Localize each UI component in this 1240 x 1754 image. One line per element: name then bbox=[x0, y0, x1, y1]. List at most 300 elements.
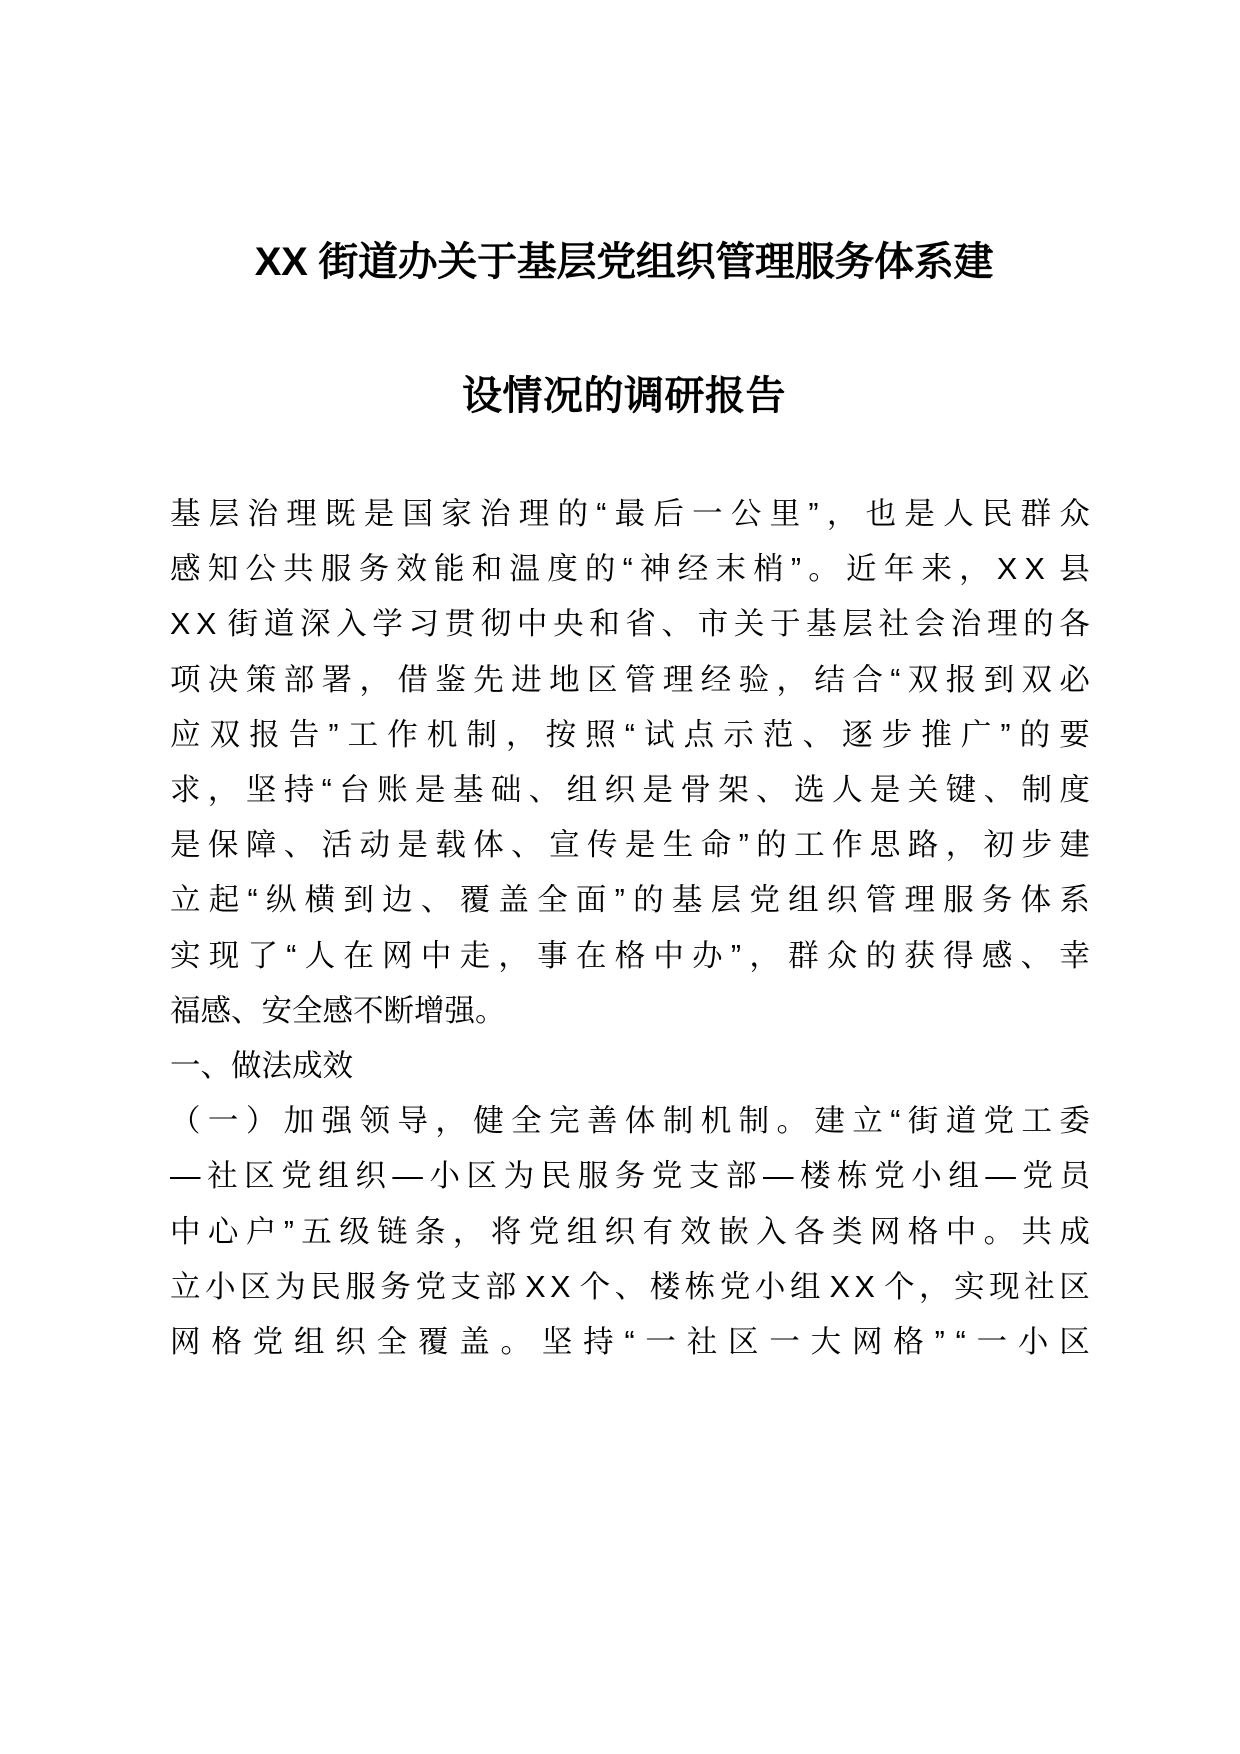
glyph: 强 bbox=[321, 1104, 353, 1139]
glyph: 大 bbox=[810, 1325, 842, 1360]
glyph: 鉴 bbox=[435, 662, 466, 697]
glyph: 起 bbox=[208, 883, 240, 918]
glyph: ” bbox=[328, 717, 339, 752]
glyph: 的 bbox=[1023, 607, 1054, 642]
glyph: 感 bbox=[981, 938, 1013, 973]
glyph: 道 bbox=[263, 607, 295, 642]
glyph: 点 bbox=[683, 717, 715, 752]
glyph: 制 bbox=[738, 1104, 770, 1139]
glyph: 善 bbox=[586, 1104, 618, 1139]
glyph: 的 bbox=[865, 938, 897, 973]
glyph: ） bbox=[245, 1104, 277, 1139]
glyph: 织 bbox=[604, 773, 636, 808]
glyph: 党 bbox=[252, 1325, 284, 1360]
glyph: 工 bbox=[347, 717, 379, 752]
glyph: 地 bbox=[549, 662, 580, 697]
glyph: 网 bbox=[869, 1214, 901, 1249]
page-title bbox=[168, 195, 1080, 463]
glyph: 。 bbox=[776, 1104, 807, 1139]
glyph: 国 bbox=[402, 497, 433, 531]
glyph: 区 bbox=[1059, 1325, 1090, 1360]
text-line bbox=[170, 1260, 1090, 1315]
glyph: 纵 bbox=[265, 883, 297, 918]
glyph: 众 bbox=[1059, 497, 1090, 531]
glyph: 、 bbox=[420, 883, 452, 918]
glyph: 治 bbox=[247, 497, 278, 531]
glyph: 为 bbox=[275, 1269, 306, 1304]
glyph: 的 bbox=[633, 883, 664, 918]
glyph: 办 bbox=[692, 938, 723, 973]
glyph: 坚 bbox=[541, 1325, 573, 1360]
glyph: 盖 bbox=[498, 883, 529, 918]
glyph: 层 bbox=[208, 497, 240, 531]
glyph: ， bbox=[919, 1269, 950, 1304]
glyph: 公 bbox=[245, 552, 276, 587]
glyph: 制 bbox=[466, 717, 497, 752]
glyph: 命 bbox=[700, 828, 732, 863]
glyph: 作 bbox=[831, 828, 863, 863]
glyph: 报 bbox=[249, 717, 280, 752]
glyph: 入 bbox=[336, 607, 367, 642]
glyph: ， bbox=[959, 552, 990, 587]
glyph: 各 bbox=[1059, 607, 1090, 642]
glyph: 求 bbox=[170, 773, 201, 808]
glyph: 网 bbox=[851, 1325, 883, 1360]
glyph: 是 bbox=[363, 497, 395, 531]
glyph: 、 bbox=[661, 607, 693, 642]
glyph: 支 bbox=[688, 1159, 720, 1194]
glyph: 持 bbox=[283, 773, 315, 808]
glyph: 宣 bbox=[549, 828, 580, 863]
glyph: ， bbox=[359, 662, 391, 697]
paragraph-intro bbox=[170, 487, 1090, 1039]
glyph: 成 bbox=[1059, 1214, 1090, 1249]
glyph: 年 bbox=[883, 552, 915, 587]
glyph: 共 bbox=[283, 552, 314, 587]
glyph: 、 bbox=[756, 773, 787, 808]
glyph: ” bbox=[808, 497, 819, 531]
glyph: 民 bbox=[310, 1269, 341, 1304]
glyph: 楼 bbox=[800, 1159, 831, 1194]
glyph: 建 bbox=[1059, 828, 1090, 863]
glyph: 基 bbox=[170, 497, 201, 531]
glyph: 验 bbox=[738, 662, 770, 697]
glyph: 公 bbox=[730, 497, 762, 531]
glyph: 户 bbox=[245, 1214, 277, 1249]
glyph: 传 bbox=[586, 828, 618, 863]
glyph: ” bbox=[614, 883, 625, 918]
glyph: 工 bbox=[1021, 1104, 1053, 1139]
glyph: 街 bbox=[907, 1104, 939, 1139]
glyph: 加 bbox=[283, 1104, 315, 1139]
glyph: 织 bbox=[604, 1214, 636, 1249]
glyph: 党 bbox=[528, 1214, 560, 1249]
glyph: 基 bbox=[452, 773, 484, 808]
glyph: 民 bbox=[981, 497, 1013, 531]
glyph: 心 bbox=[207, 1214, 239, 1249]
section-heading-text: 一、做法成效 bbox=[170, 1049, 353, 1084]
glyph: — bbox=[170, 1159, 201, 1194]
glyph: 务 bbox=[358, 552, 390, 587]
glyph: 效 bbox=[680, 1214, 711, 1249]
glyph: 栋 bbox=[837, 1159, 868, 1194]
glyph: 一 bbox=[645, 1325, 676, 1360]
glyph: 社 bbox=[1024, 1269, 1055, 1304]
glyph: 温 bbox=[509, 552, 540, 587]
glyph: 、 bbox=[983, 773, 1015, 808]
glyph: 的 bbox=[1019, 717, 1051, 752]
glyph: 是 bbox=[869, 773, 901, 808]
glyph: 市 bbox=[697, 607, 729, 642]
glyph: 、 bbox=[614, 1269, 646, 1304]
glyph: 五 bbox=[301, 1214, 332, 1249]
glyph: 是 bbox=[624, 828, 656, 863]
glyph: “ bbox=[286, 938, 297, 973]
glyph: 是 bbox=[170, 828, 201, 863]
glyph: 部 bbox=[283, 662, 315, 697]
glyph: ， bbox=[749, 938, 780, 973]
glyph: 理 bbox=[286, 497, 317, 531]
glyph: 入 bbox=[756, 1214, 787, 1249]
glyph: 路 bbox=[907, 828, 939, 863]
text-line bbox=[170, 1149, 1090, 1204]
glyph: 。 bbox=[808, 552, 839, 587]
glyph: 格 bbox=[907, 1214, 939, 1249]
glyph: ” bbox=[934, 1325, 945, 1360]
glyph: 推 bbox=[921, 717, 952, 752]
glyph: X bbox=[1024, 552, 1045, 587]
glyph: 群 bbox=[788, 938, 819, 973]
glyph: 一 bbox=[976, 1325, 1008, 1360]
glyph: ， bbox=[945, 828, 977, 863]
glyph: 里 bbox=[769, 497, 801, 531]
glyph: 覆 bbox=[459, 883, 491, 918]
glyph: 幸 bbox=[1059, 938, 1090, 973]
glyph: 区 bbox=[466, 1159, 497, 1194]
glyph: 关 bbox=[733, 607, 765, 642]
text-line bbox=[170, 597, 1090, 652]
text-line bbox=[170, 1205, 1090, 1260]
glyph: 个 bbox=[883, 1269, 915, 1304]
glyph: 组 bbox=[948, 1159, 979, 1194]
glyph: X bbox=[170, 607, 191, 642]
glyph: 在 bbox=[343, 938, 374, 973]
glyph: 众 bbox=[826, 938, 858, 973]
text-line bbox=[170, 929, 1090, 984]
glyph: 理 bbox=[986, 607, 1018, 642]
glyph: X bbox=[550, 1269, 571, 1304]
glyph: 神 bbox=[640, 552, 671, 587]
glyph: 经 bbox=[700, 662, 732, 697]
glyph: 有 bbox=[642, 1214, 673, 1249]
glyph: 障 bbox=[245, 828, 277, 863]
text-line bbox=[170, 763, 1090, 818]
glyph: 全 bbox=[537, 883, 568, 918]
glyph: 理 bbox=[518, 497, 550, 531]
glyph: 了 bbox=[247, 938, 278, 973]
glyph: 格 bbox=[614, 938, 646, 973]
glyph: 项 bbox=[170, 662, 201, 697]
glyph: 层 bbox=[842, 607, 873, 642]
glyph: 格 bbox=[211, 1325, 242, 1360]
glyph: 务 bbox=[380, 1269, 411, 1304]
glyph: 治 bbox=[950, 607, 982, 642]
glyph: 组 bbox=[566, 1214, 598, 1249]
glyph: 基 bbox=[806, 607, 837, 642]
glyph: 级 bbox=[339, 1214, 370, 1249]
glyph: 和 bbox=[589, 607, 620, 642]
glyph: 学 bbox=[372, 607, 403, 642]
glyph: 区 bbox=[586, 662, 618, 697]
glyph: 现 bbox=[208, 938, 240, 973]
glyph: 、 bbox=[283, 828, 315, 863]
glyph: 双 bbox=[1021, 662, 1053, 697]
glyph: 制 bbox=[1021, 773, 1053, 808]
glyph: 能 bbox=[434, 552, 465, 587]
glyph: 治 bbox=[480, 497, 511, 531]
glyph: 既 bbox=[325, 497, 356, 531]
glyph: 近 bbox=[846, 552, 877, 587]
glyph: 小 bbox=[205, 1269, 236, 1304]
glyph: 全 bbox=[376, 1325, 408, 1360]
glyph: 在 bbox=[575, 938, 607, 973]
glyph: 架 bbox=[718, 773, 749, 808]
glyph: 走 bbox=[459, 938, 491, 973]
glyph: 思 bbox=[869, 828, 901, 863]
glyph: 习 bbox=[408, 607, 439, 642]
glyph: 栋 bbox=[684, 1269, 716, 1304]
glyph: 边 bbox=[382, 883, 413, 918]
glyph: 和 bbox=[471, 552, 503, 587]
section-heading-1 bbox=[170, 1039, 1090, 1094]
glyph: 来 bbox=[921, 552, 952, 587]
glyph: 范 bbox=[762, 717, 794, 752]
glyph: 盖 bbox=[459, 1325, 490, 1360]
glyph: 生 bbox=[662, 828, 694, 863]
glyph: 中 bbox=[420, 938, 452, 973]
glyph: 体 bbox=[624, 1104, 656, 1139]
glyph: 基 bbox=[671, 883, 703, 918]
glyph: 楼 bbox=[649, 1269, 681, 1304]
glyph: — bbox=[985, 1159, 1016, 1194]
glyph: 双 bbox=[907, 662, 939, 697]
glyph: 织 bbox=[826, 883, 858, 918]
glyph: 人 bbox=[831, 773, 863, 808]
glyph: 立 bbox=[170, 1269, 201, 1304]
glyph: 区 bbox=[1059, 1269, 1090, 1304]
glyph: （ bbox=[170, 1104, 201, 1139]
glyph: 得 bbox=[943, 938, 974, 973]
glyph: 活 bbox=[321, 828, 353, 863]
glyph: 效 bbox=[396, 552, 427, 587]
glyph: — bbox=[763, 1159, 794, 1194]
glyph: 共 bbox=[1021, 1214, 1053, 1249]
glyph: 一 bbox=[692, 497, 723, 531]
glyph: 中 bbox=[170, 1214, 201, 1249]
glyph: 社 bbox=[878, 607, 909, 642]
glyph: 按 bbox=[545, 717, 577, 752]
glyph: “ bbox=[624, 717, 635, 752]
glyph: 党 bbox=[719, 1269, 751, 1304]
glyph: 选 bbox=[794, 773, 825, 808]
glyph: 作 bbox=[387, 717, 418, 752]
glyph: 步 bbox=[1021, 828, 1053, 863]
glyph: 账 bbox=[377, 773, 408, 808]
glyph: ” bbox=[283, 1214, 294, 1249]
glyph: 要 bbox=[1059, 717, 1090, 752]
glyph: 持 bbox=[583, 1325, 614, 1360]
glyph: ， bbox=[826, 497, 858, 531]
text-line bbox=[170, 818, 1090, 873]
glyph: “ bbox=[622, 552, 633, 587]
glyph: 党 bbox=[749, 883, 780, 918]
glyph: 现 bbox=[989, 1269, 1020, 1304]
glyph: 一 bbox=[769, 1325, 800, 1360]
glyph: 类 bbox=[831, 1214, 863, 1249]
glyph: 中 bbox=[653, 938, 684, 973]
glyph: 保 bbox=[207, 828, 239, 863]
glyph: 动 bbox=[359, 828, 391, 863]
glyph: 后 bbox=[653, 497, 684, 531]
glyph: 是 bbox=[904, 497, 935, 531]
glyph: ， bbox=[452, 1214, 484, 1249]
glyph: 织 bbox=[335, 1325, 366, 1360]
glyph: 坚 bbox=[245, 773, 277, 808]
glyph: 是 bbox=[397, 828, 428, 863]
glyph: 获 bbox=[904, 938, 935, 973]
glyph: ” bbox=[790, 552, 802, 587]
text-line bbox=[170, 1315, 1090, 1370]
glyph: 区 bbox=[728, 1325, 759, 1360]
glyph: 的 bbox=[557, 497, 588, 531]
glyph: 决 bbox=[207, 662, 239, 697]
glyph: 组 bbox=[293, 1325, 325, 1360]
glyph: 完 bbox=[549, 1104, 580, 1139]
glyph: 础 bbox=[490, 773, 522, 808]
glyph: 层 bbox=[710, 883, 742, 918]
glyph: 步 bbox=[881, 717, 913, 752]
glyph: 将 bbox=[490, 1214, 522, 1249]
glyph: 区 bbox=[240, 1269, 271, 1304]
glyph: 是 bbox=[642, 773, 673, 808]
glyph: X bbox=[525, 1269, 546, 1304]
glyph: 关 bbox=[907, 773, 939, 808]
text-line: 福感、安全感不断增强。 bbox=[170, 993, 506, 1028]
glyph: 事 bbox=[537, 938, 568, 973]
glyph: 借 bbox=[397, 662, 428, 697]
glyph: 中 bbox=[516, 607, 548, 642]
glyph: 合 bbox=[852, 662, 883, 697]
glyph: 、 bbox=[528, 773, 560, 808]
glyph: 、 bbox=[1020, 938, 1052, 973]
glyph: 党 bbox=[874, 1159, 905, 1194]
glyph: 为 bbox=[503, 1159, 535, 1194]
glyph: 格 bbox=[893, 1325, 924, 1360]
glyph: 梢 bbox=[753, 552, 784, 587]
glyph: 深 bbox=[299, 607, 331, 642]
glyph: 告 bbox=[288, 717, 320, 752]
glyph: 管 bbox=[624, 662, 656, 697]
glyph: 省 bbox=[625, 607, 656, 642]
text-line bbox=[170, 708, 1090, 763]
glyph: 报 bbox=[945, 662, 977, 697]
glyph: 最 bbox=[614, 497, 646, 531]
glyph: 链 bbox=[377, 1214, 408, 1249]
glyph: 结 bbox=[814, 662, 845, 697]
glyph: 于 bbox=[770, 607, 801, 642]
glyph: 网 bbox=[170, 1325, 201, 1360]
glyph: 到 bbox=[983, 662, 1015, 697]
glyph: 委 bbox=[1059, 1104, 1090, 1139]
paragraph-subsection-1-1 bbox=[170, 1094, 1090, 1370]
glyph: 覆 bbox=[417, 1325, 449, 1360]
glyph: 是 bbox=[415, 773, 446, 808]
glyph: 组 bbox=[789, 1269, 821, 1304]
glyph: 应 bbox=[170, 717, 201, 752]
glyph: ， bbox=[776, 662, 807, 697]
glyph: 党 bbox=[983, 1104, 1015, 1139]
text-line bbox=[170, 653, 1090, 708]
glyph: X bbox=[829, 1269, 850, 1304]
glyph: 制 bbox=[662, 1104, 694, 1139]
glyph: 、 bbox=[511, 828, 542, 863]
glyph: 末 bbox=[715, 552, 746, 587]
glyph: 理 bbox=[662, 662, 694, 697]
glyph: 群 bbox=[1020, 497, 1052, 531]
glyph: 健 bbox=[473, 1104, 504, 1139]
glyph: 中 bbox=[945, 1214, 977, 1249]
glyph: “ bbox=[890, 1104, 901, 1139]
glyph: 全 bbox=[511, 1104, 542, 1139]
glyph: 度 bbox=[547, 552, 578, 587]
glyph: 示 bbox=[723, 717, 754, 752]
glyph: 党 bbox=[1022, 1159, 1053, 1194]
glyph: 党 bbox=[415, 1269, 446, 1304]
glyph: 服 bbox=[577, 1159, 609, 1194]
glyph: 人 bbox=[304, 938, 336, 973]
glyph: ， bbox=[498, 938, 529, 973]
glyph: 骨 bbox=[680, 773, 711, 808]
glyph: 服 bbox=[943, 883, 974, 918]
glyph: 一 bbox=[207, 1104, 239, 1139]
glyph: 体 bbox=[1020, 883, 1052, 918]
glyph: “ bbox=[624, 1325, 635, 1360]
glyph: ” bbox=[730, 938, 742, 973]
glyph: 。 bbox=[983, 1214, 1015, 1249]
glyph: 组 bbox=[318, 1159, 349, 1194]
glyph: 到 bbox=[343, 883, 374, 918]
glyph: 广 bbox=[960, 717, 992, 752]
glyph: 服 bbox=[320, 552, 352, 587]
glyph: ， bbox=[435, 1104, 466, 1139]
glyph: — bbox=[392, 1159, 423, 1194]
glyph: 建 bbox=[814, 1104, 845, 1139]
page-title-line-2: 设情况的调研报告 bbox=[462, 373, 786, 418]
glyph: 社 bbox=[207, 1159, 238, 1194]
glyph: “ bbox=[890, 662, 901, 697]
glyph: 小 bbox=[754, 1269, 786, 1304]
glyph: 感 bbox=[170, 552, 201, 587]
glyph: 、 bbox=[802, 717, 833, 752]
glyph: 各 bbox=[794, 1214, 825, 1249]
glyph: 人 bbox=[943, 497, 974, 531]
glyph: 党 bbox=[281, 1159, 312, 1194]
glyph: 体 bbox=[473, 828, 504, 863]
glyph: X bbox=[854, 1269, 875, 1304]
text-line bbox=[170, 542, 1090, 597]
glyph: 彻 bbox=[480, 607, 512, 642]
glyph: 街 bbox=[227, 607, 259, 642]
